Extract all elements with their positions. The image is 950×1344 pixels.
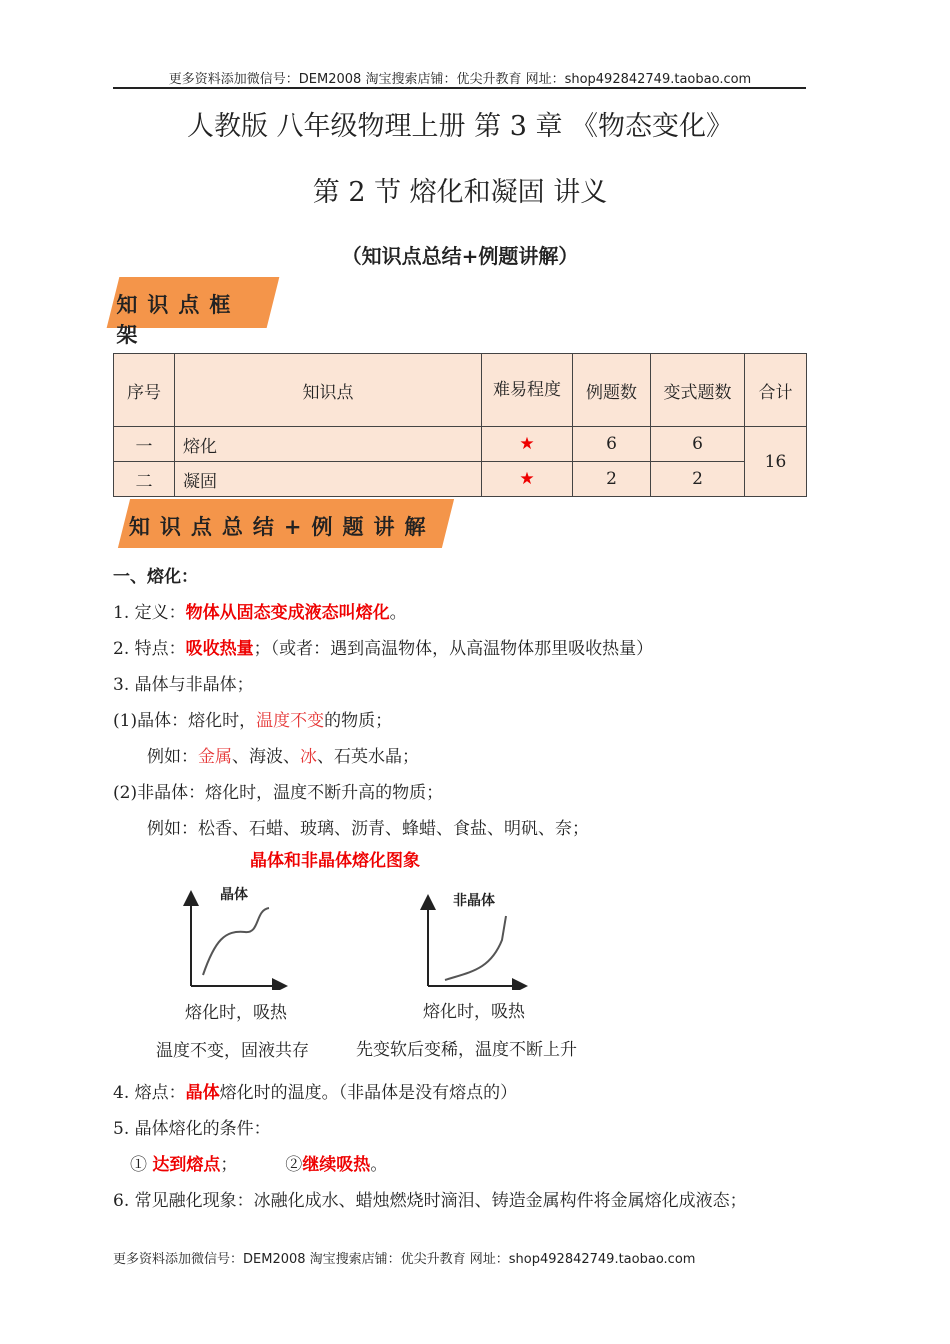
text-segment: 继续吸热 xyxy=(302,1155,371,1175)
text-segment: 、海波、 xyxy=(232,747,300,767)
text-line xyxy=(113,634,653,659)
text-segment: 物体从固态变成液态叫熔化 xyxy=(185,603,390,623)
cell-examples: 2 xyxy=(573,462,651,497)
text-segment: 。 xyxy=(370,1155,388,1175)
text-segment: 6. 常见融化现象：冰融化成水、蜡烛燃烧时滴泪、铸造金属构件将金属熔化成液态； xyxy=(113,1191,747,1211)
th-level: 难易程度 xyxy=(482,354,573,427)
text-line xyxy=(113,1150,387,1175)
crystal-graph xyxy=(191,898,280,986)
banner-framework-text: 知识点框架 xyxy=(116,292,241,347)
th-examples: 例题数 xyxy=(573,354,651,427)
text-line xyxy=(113,778,443,803)
page-footer: 更多资料添加微信号：DEM2008 淘宝搜索店铺：优尖升教育 网址：shop492842749.taobao.com xyxy=(113,1252,696,1267)
table-row xyxy=(114,427,807,462)
text-segment: 熔化时的温度。（非晶体是没有熔点的） xyxy=(219,1083,518,1103)
text-segment: 。 xyxy=(389,603,407,623)
text-segment: 2. 特点： xyxy=(113,639,186,659)
text-segment: ； ② xyxy=(220,1155,303,1175)
text-segment: 达到熔点 xyxy=(152,1155,221,1175)
th-total: 合计 xyxy=(745,354,807,427)
text-segment: 冰 xyxy=(300,747,317,767)
text-segment: 4. 熔点： xyxy=(113,1083,186,1103)
cell-variants: 2 xyxy=(651,462,745,497)
text-segment: 金属 xyxy=(198,747,232,767)
table-row xyxy=(114,462,807,497)
text-segment: 例如：松香、石蜡、玻璃、沥青、蜂蜡、食盐、明矾、奈； xyxy=(113,819,589,839)
crystal-caption: 熔化时，吸热 xyxy=(185,1003,287,1023)
subtitle: （知识点总结+例题讲解） xyxy=(341,244,579,268)
text-line xyxy=(113,706,392,731)
section-title: 第 2 节 熔化和凝固 讲义 xyxy=(312,177,608,208)
cell-examples: 6 xyxy=(573,427,651,462)
text-segment: 的物质； xyxy=(324,711,393,731)
text-segment: 晶体 xyxy=(185,1083,220,1103)
text-segment: (1)晶体：熔化时， xyxy=(113,711,257,731)
banner-framework xyxy=(107,277,280,347)
text-segment: 一、熔化： xyxy=(113,567,198,587)
banner-summary xyxy=(118,499,454,548)
text-line xyxy=(113,670,254,695)
crystal-label: 晶体 xyxy=(220,887,248,903)
text-segment: ① xyxy=(113,1155,153,1175)
knowledge-table xyxy=(113,353,807,497)
th-variants: 变式题数 xyxy=(651,354,745,427)
text-segment: 1. 定义： xyxy=(113,603,186,623)
text-line xyxy=(113,814,589,839)
doc-title: 人教版 八年级物理上册 第 3 章 《物态变化》 xyxy=(186,111,734,142)
text-line xyxy=(113,1186,747,1211)
amorphous-graph xyxy=(428,902,520,986)
crystal-note: 温度不变，固液共存 xyxy=(156,1041,309,1061)
header-rule xyxy=(113,87,806,89)
text-segment: ；（或者：遇到高温物体，从高温物体那里吸收热量） xyxy=(253,639,654,659)
text-line xyxy=(113,742,419,767)
amorphous-note: 先变软后变稀，温度不断上升 xyxy=(356,1040,577,1060)
star-icon: ★ xyxy=(482,427,573,462)
text-segment: (2)非晶体：熔化时，温度不断升高的物质； xyxy=(113,783,444,803)
cell-variants: 6 xyxy=(651,427,745,462)
th-no: 序号 xyxy=(114,354,175,427)
banner-summary-text: 知识点总结+例题讲解 xyxy=(128,514,436,539)
page-header: 更多资料添加微信号：DEM2008 淘宝搜索店铺：优尖升教育 网址：shop492842749.taobao.com xyxy=(168,72,752,87)
text-segment: 3. 晶体与非晶体； xyxy=(113,675,254,695)
star-icon: ★ xyxy=(482,462,573,497)
cell-point: 熔化 xyxy=(175,427,482,462)
figure-title: 晶体和非晶体熔化图象 xyxy=(250,851,420,871)
cell-no: 二 xyxy=(114,462,175,497)
amorphous-label: 非晶体 xyxy=(453,893,495,909)
th-point: 知识点 xyxy=(175,354,482,427)
text-segment: 5. 晶体熔化的条件： xyxy=(113,1119,271,1139)
cell-total: 16 xyxy=(745,427,807,497)
text-segment: 温度不变 xyxy=(256,711,325,731)
text-segment: 例如： xyxy=(113,747,198,767)
text-line xyxy=(113,562,198,587)
text-line xyxy=(113,598,407,623)
amorphous-caption: 熔化时，吸热 xyxy=(423,1002,525,1022)
text-line xyxy=(113,1114,271,1139)
cell-no: 一 xyxy=(114,427,175,462)
text-segment: 、石英水晶； xyxy=(317,747,419,767)
text-line xyxy=(113,1078,517,1103)
cell-point: 凝固 xyxy=(175,462,482,497)
text-segment: 吸收热量 xyxy=(185,639,254,659)
